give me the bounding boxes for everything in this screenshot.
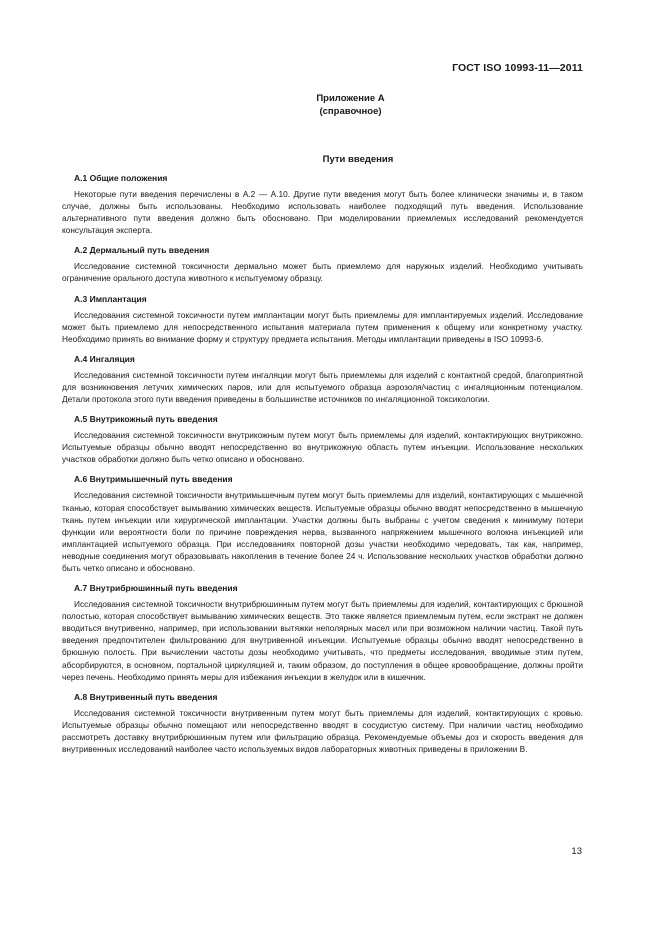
- section-heading: А.3 Имплантация: [74, 293, 147, 304]
- appendix-heading: [0, 92, 661, 118]
- section-heading: А.7 Внутрибрюшинный путь введения: [74, 583, 238, 594]
- section-a3: [62, 293, 583, 345]
- section-a7: [62, 582, 583, 683]
- section-title-text: Пути введения: [322, 154, 394, 165]
- section-a6: [62, 473, 583, 574]
- section-paragraph: Исследования системной токсичности путем имплантации могут быть приемлемы для имплантируемых изделий. Исследование может быть приемлемо для непосредственного испытания материала путем применения к общему или конкретному участку. Необходимо принять во внимание форму и структуру предмета испытания. Методы имплантации приведены в ISO 10993-6.: [62, 309, 583, 344]
- section-heading: А.8 Внутривенный путь введения: [74, 691, 218, 702]
- section-a2: [62, 244, 583, 284]
- section-heading: А.2 Дермальный путь введения: [74, 245, 210, 256]
- section-heading: А.6 Внутримышечный путь введения: [74, 474, 233, 485]
- section-heading: А.4 Ингаляция: [74, 353, 135, 364]
- appendix-type: (справочное): [319, 106, 382, 117]
- section-heading: А.1 Общие положения: [74, 173, 168, 183]
- section-paragraph: Исследования системной токсичности путем ингаляции могут быть приемлемы для изделий с контактной средой, благоприятной для возникновения летучих химических паров, или для испытуемого образца аэрозоля/частиц с ингаляционным потенциалом. Детали протокола этого пути введения приведены в большинстве источников по ингаляционной токсикологии.: [62, 369, 583, 405]
- section-paragraph: Некоторые пути введения перечислены в А.2 — А.10. Другие пути введения могут быть более клинически значимы и, в таком случае, должны быть использованы. Необходимо использовать наиболее подходящий путь введения. Использование альтернативного пути введения должно быть обосновано. При моделировании приемлемых исследований рекомендуется консультация эксперта.: [62, 189, 583, 236]
- section-paragraph: Исследования системной токсичности внутривенным путем могут быть приемлемы для изделий, контактирующих с кровью. Испытуемые образцы обычно помещают или непосредственно вводят в сосудистую систему. При наличии частиц необходимо рассмотреть доставку внутрибрюшинным путем или фильтрацию образца. Рекомендуемые объемы доз и скорость введения для внутривенных исследований наиболее часто используемых видов лабораторных животных приведены в приложении В.: [62, 707, 583, 754]
- section-heading: А.5 Внутрикожный путь введения: [74, 414, 218, 425]
- standard-header: ГОСТ ISO 10993-11—2011: [452, 62, 583, 74]
- section-title: [0, 154, 661, 165]
- document-body: [62, 172, 583, 763]
- section-a5: [62, 413, 583, 465]
- section-a8: [62, 691, 583, 755]
- section-paragraph: Исследование системной токсичности дермально может быть приемлемо для наружных изделий. Необходимо учитывать ограничение орального доступа животного к испытуемому образцу.: [62, 261, 583, 284]
- section-paragraph: Исследования системной токсичности внутрикожным путем могут быть приемлемы для изделий, контактирующих внутрикожно. Испытуемые образцы обычно вводят непосредственно во внутрикожную область путем инъекции. Использование нескольких участков обработки должно быть четко описано и обосновано.: [62, 430, 583, 465]
- appendix-label: Приложение А: [316, 93, 385, 104]
- page-number: 13: [571, 846, 582, 857]
- section-a1: [62, 172, 583, 236]
- section-paragraph: Исследования системной токсичности внутримышечным путем могут быть приемлемы для изделий, контактирующих с мышечной тканью, которая способствует вымыванию химических веществ. Испытуемые образцы обычно вводят непосредственно в мышечную ткань путем инъекции или хирургической имплантации. Участки должны быть выбраны с учетом сведения к минимуму потери функции или вероятности боли по причине повреждения нерва, вызванного напряжением мышечного волокна инъекцией или имплантацией испытуемого образца. При исследованиях повторной дозы участки необходимо чередовать, так как, например, неводные соединения могут образовывать накопления в течение более 24 ч. Использование нескольких участков обработки должно быть четко описано и обосновано.: [62, 490, 583, 573]
- section-a4: [62, 353, 583, 405]
- section-paragraph: Исследования системной токсичности внутрибрюшинным путем могут быть приемлемы для изделий, контактирующих с брюшной полостью, которая способствует вымыванию химических веществ. Это также является приемлемым путем, если экстракт не должен вводиться внутривенно, например, при использовании вытяжки неполярных масел или при возможном наличии частиц. Такой путь введения предпочтителен фильтрованию для внутривенной инъекции. Испытуемые образцы обычно вводят непосредственно в брюшную полость. При вычислении частоты дозы необходимо учитывать, что предметы исследования, вводимые этим путем, абсорбируются, в основном, портальной циркуляцией и, таким образом, до поступления в общее кровообращение, должны пройти через печень. Необходимо принять меры для избежания инъекции в желудок или в кишечник.: [62, 599, 583, 682]
